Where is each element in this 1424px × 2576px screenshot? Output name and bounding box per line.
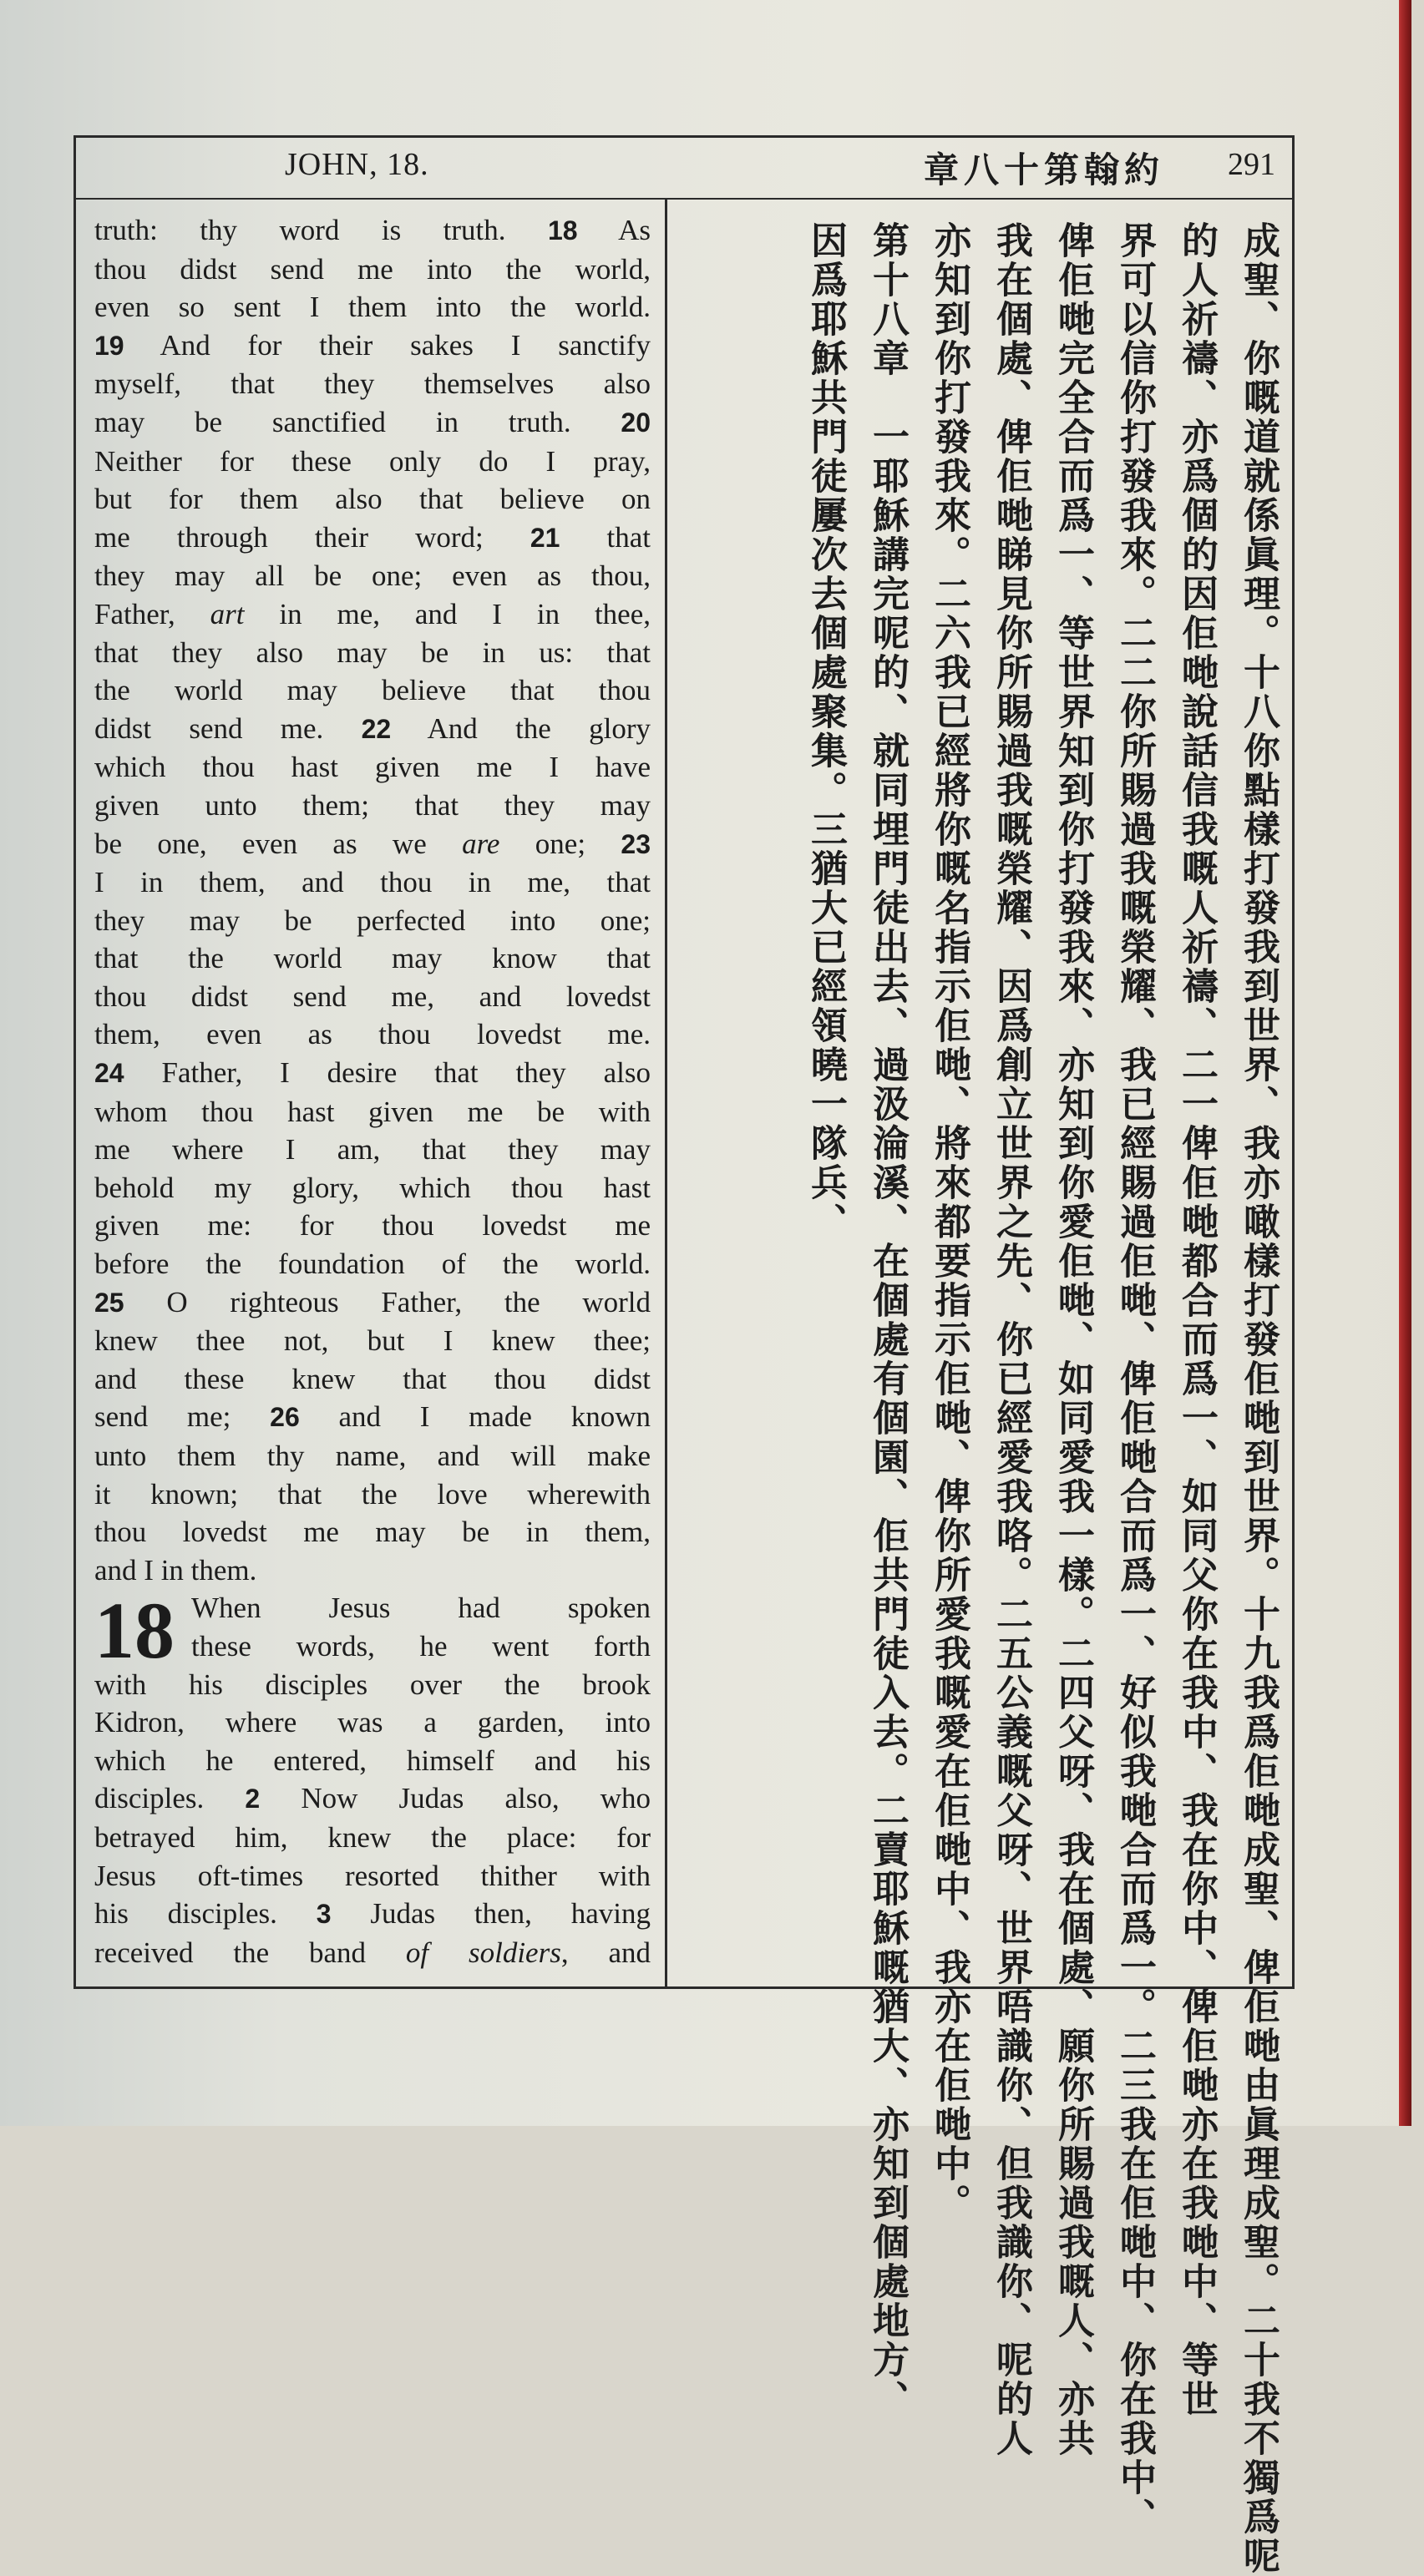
running-header <box>76 138 1292 200</box>
chinese-text-column: 第十八章 一耶穌講完呢的、就同埋門徒出去、過汲淪溪、在個處有個園、佢共門徒入去。二賣耶穌嘅猶大、亦知到個處地方、 <box>866 221 909 2419</box>
eng-line: given me: for thou lovedst me <box>94 1209 651 1242</box>
eng-line: 24 Father, I desire that they also <box>94 1056 651 1090</box>
eng-line: be one, even as we are one; 23 <box>94 827 651 860</box>
italic-word: are <box>462 827 500 860</box>
eng-line: they may be perfected into one; <box>94 903 651 937</box>
chinese-text-column: 成聖、你嘅道就係眞理。十八你點樣打發我到世界、我亦噉樣打發佢哋到世界。十九我爲佢哋成聖、俾佢哋由眞理成聖。二十我不獨爲呢 <box>1237 221 1280 2576</box>
header-chinese-title: 章八十第翰約 <box>924 149 1165 190</box>
text-frame <box>73 135 1295 2576</box>
red-page-edge <box>1399 0 1411 2126</box>
eng-line: 25 O righteous Father, the world <box>94 1285 651 1318</box>
verse-number: 22 <box>361 713 392 744</box>
ch18-line: which he entered, himself and his <box>94 1743 651 1777</box>
eng-line: me where I am, that they may <box>94 1133 651 1167</box>
eng-line: didst send me. 22 And the glory <box>94 711 651 745</box>
eng-line: thou didst send me into the world, <box>94 252 651 286</box>
eng-line: that they also may be in us: that <box>94 635 651 669</box>
italic-word: art <box>210 597 245 630</box>
ch18-line: When Jesus had spoken <box>191 1592 651 1625</box>
chinese-text-column: 我在個處、俾佢哋睇見你所賜過我嘅榮耀、因爲創立世界之先、你已經愛我咯。二五公義嘅父呀、世界唔識你、但我識你、呢的人 <box>990 221 1032 2458</box>
ch18-line: Kidron, where was a garden, into <box>94 1706 651 1739</box>
chinese-text-column: 界可以信你打發我來。二二你所賜過我嘅榮耀、我已經賜過佢哋、俾佢哋合而爲一、好似我哋合而爲一。二三我在佢哋中、你在我中、 <box>1113 221 1156 2537</box>
chapter-18-text <box>94 1586 651 1971</box>
ch18-line: with his disciples over the brook <box>94 1668 651 1701</box>
ch18-line: Jesus oft-times resorted thither with <box>94 1859 651 1892</box>
eng-line: that the world may know that <box>94 942 651 975</box>
english-text <box>94 211 651 1589</box>
eng-line: behold my glory, which thou hast <box>94 1171 651 1204</box>
italic-word: of soldiers <box>405 1936 561 1969</box>
eng-line: it known; that the love wherewith <box>94 1477 651 1511</box>
eng-line: given unto them; that they may <box>94 788 651 822</box>
header-book-chapter: JOHN, 18. <box>285 147 429 182</box>
verse-number: 21 <box>530 522 560 553</box>
verse-number: 19 <box>94 330 124 361</box>
eng-line: they may all be one; even as thou, <box>94 559 651 593</box>
eng-line: myself, that they themselves also <box>94 367 651 401</box>
eng-line: them, even as thou lovedst me. <box>94 1018 651 1051</box>
chinese-text-column: 俾佢哋完全合而爲一、等世界知到你打發我來、亦知到你愛佢哋、如同愛我一樣。二四父呀、我在個處、願你所賜過我嘅人、亦共 <box>1052 221 1094 2458</box>
eng-line: truth: thy word is truth. 18 As <box>94 214 651 246</box>
verse-number: 23 <box>621 828 651 859</box>
verse-number: 18 <box>547 215 578 245</box>
eng-line: send me; 26 and I made known <box>94 1400 651 1434</box>
ch18-line: his disciples. 3 Judas then, having <box>94 1897 651 1931</box>
english-column <box>94 211 651 1971</box>
chapter-number: 18 <box>94 1586 175 1676</box>
chinese-text-column: 的人祈禱、亦爲個的因佢哋說話信我嘅人祈禱、二一俾佢哋都合而爲一、如同父你在我中、我在你中、俾佢哋亦在我哋中、等世 <box>1175 221 1218 2419</box>
ch18-line: disciples. 2 Now Judas also, who <box>94 1782 651 1815</box>
eng-line: me through their word; 21 that <box>94 520 651 554</box>
ch18-line: received the band of soldiers, and <box>94 1936 651 1969</box>
eng-line: thou didst send me, and lovedst <box>94 979 651 1013</box>
eng-line: 19 And for their sakes I sanctify <box>94 328 651 362</box>
eng-line: thou lovedst me may be in them, <box>94 1516 651 1549</box>
ch18-line: betrayed him, knew the place: for <box>94 1820 651 1854</box>
eng-line: which thou hast given me I have <box>94 751 651 784</box>
eng-line: whom thou hast given me be with <box>94 1095 651 1128</box>
eng-line: may be sanctified in truth. 20 <box>94 405 651 438</box>
eng-line: Neither for these only do I pray, <box>94 444 651 478</box>
eng-line: knew thee not, but I knew thee; <box>94 1324 651 1358</box>
eng-line: even so sent I them into the world. <box>94 291 651 324</box>
eng-line: but for them also that believe on <box>94 483 651 516</box>
eng-line: I in them, and thou in me, that <box>94 866 651 899</box>
chinese-text-column: 因爲耶穌共門徒屢次去個處聚集。三猶大已經領曉一隊兵、 <box>804 221 847 1242</box>
verse-number: 3 <box>316 1899 332 1930</box>
verse-number: 20 <box>621 407 651 438</box>
chinese-column <box>682 221 1283 2576</box>
verse-number: 2 <box>245 1784 261 1814</box>
eng-line: and I in them. <box>94 1553 257 1587</box>
column-divider <box>665 198 667 1989</box>
page-number: 291 <box>1228 147 1275 182</box>
chapter-18-block <box>94 1586 651 1971</box>
verse-number: 24 <box>94 1058 124 1089</box>
verse-number: 26 <box>270 1402 300 1433</box>
eng-line: before the foundation of the world. <box>94 1248 651 1281</box>
eng-line: unto them thy name, and will make <box>94 1440 651 1472</box>
ch18-line: these words, he went forth <box>191 1629 651 1663</box>
eng-line: Father, art in me, and I in thee, <box>94 597 651 630</box>
eng-line: and these knew that thou didst <box>94 1362 651 1395</box>
chinese-text-column: 亦知到你打發我來。二六我已經將你嘅名指示佢哋、將來都要指示佢哋、俾你所愛我嘅愛在佢哋中、我亦在佢哋中。 <box>928 221 970 2223</box>
eng-line: the world may believe that thou <box>94 674 651 707</box>
verse-number: 25 <box>94 1287 124 1318</box>
